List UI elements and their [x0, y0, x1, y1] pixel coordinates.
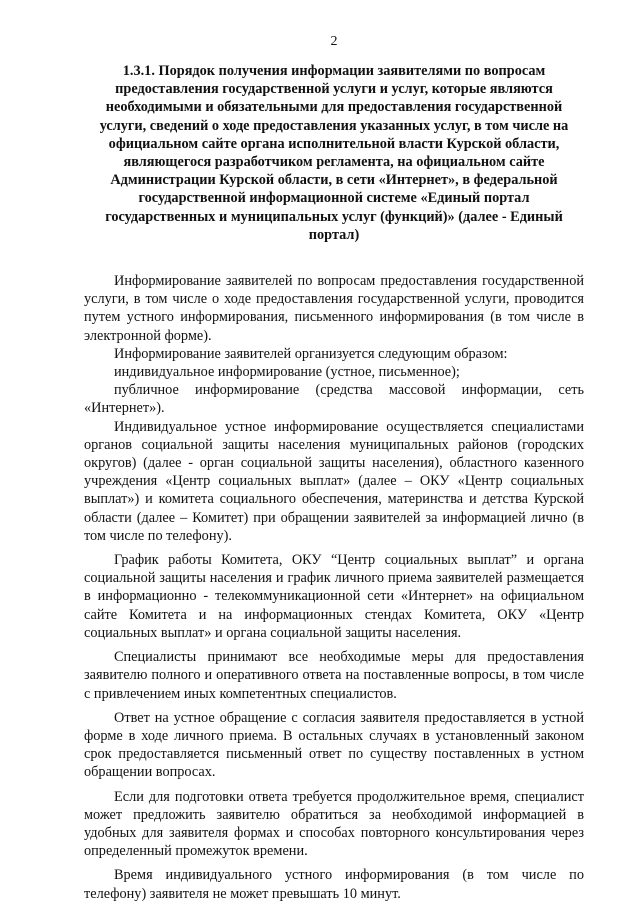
paragraph: График работы Комитета, ОКУ “Центр социальных выплат” и органа социальной защиты населения и график личного приема заявителей размещается в информационно - телекоммуникационной сети «Интернет» на официальном сайте Комитета и на информационных стендах Комитета, ОКУ «Центр социальных выплат» и органа социальной защиты населения.: [84, 552, 584, 641]
paragraph: публичное информирование (средства массовой информации, сеть «Интернет»).: [84, 382, 584, 417]
paragraph: Ответ на устное обращение с согласия заявителя предоставляется в устной форме в ходе личного приема. В остальных случаях в установленный законом срок предоставляется письменный ответ по существу поставленных в устном обращении вопросах.: [84, 709, 584, 781]
paragraph: Если для подготовки ответа требуется продолжительное время, специалист может предложить заявителю обратиться за необходимой информацией в удобных для заявителя формах и способах повторного консультирования через определенный промежуток времени.: [84, 788, 584, 860]
paragraph: Индивидуальное устное информирование осуществляется специалистами органов социальной защиты населения муниципальных районов (городских округов) (далее - орган социальной защиты населения), областного казенного учреждения «Центр социальных выплат» (далее – ОКУ «Центр социальных выплат») и комитета социального обеспечения, материнства и детства Курской области (далее – Комитет) при обращении заявителей за информацией лично (в том числе по телефону).: [84, 418, 584, 544]
paragraph: индивидуальное информирование (устное, письменное);: [114, 364, 460, 381]
paragraph: Информирование заявителей по вопросам предоставления государственной услуги, в том числе о ходе предоставления государственной услуги, проводится путем устного информирования, письменного информирования (в том числе в электронной форме).: [84, 273, 584, 344]
paragraph: Время индивидуального устного информирования (в том числе по телефону) заявителя не может превышать 10 минут.: [84, 867, 584, 902]
paragraph: Информирование заявителей организуется следующим образом:: [114, 345, 508, 362]
page-number: 2: [330, 34, 338, 49]
paragraph: Специалисты принимают все необходимые меры для предоставления заявителю полного и оперативного ответа на поставленные вопросы, в том числе с привлечением иных компетентных специалистов.: [84, 649, 584, 702]
document-body: [84, 272, 584, 903]
section-heading: 1.3.1. Порядок получения информации заявителями по вопросам предоставления государственной услуги и услуг, которые являются необходимыми и обязательными для предоставления государственной услуги, сведений о ходе предоставления указанных услуг, в том числе на официальном сайте органа исполнительной власти Курской области, являющегося разработчиком регламента, на официальном сайте Администрации Курской области, в сети «Интернет», в федеральной государственной информационной системе «Единый портал государственных и муниципальных услуг (функций)» (далее - Единый портал): [99, 63, 569, 243]
